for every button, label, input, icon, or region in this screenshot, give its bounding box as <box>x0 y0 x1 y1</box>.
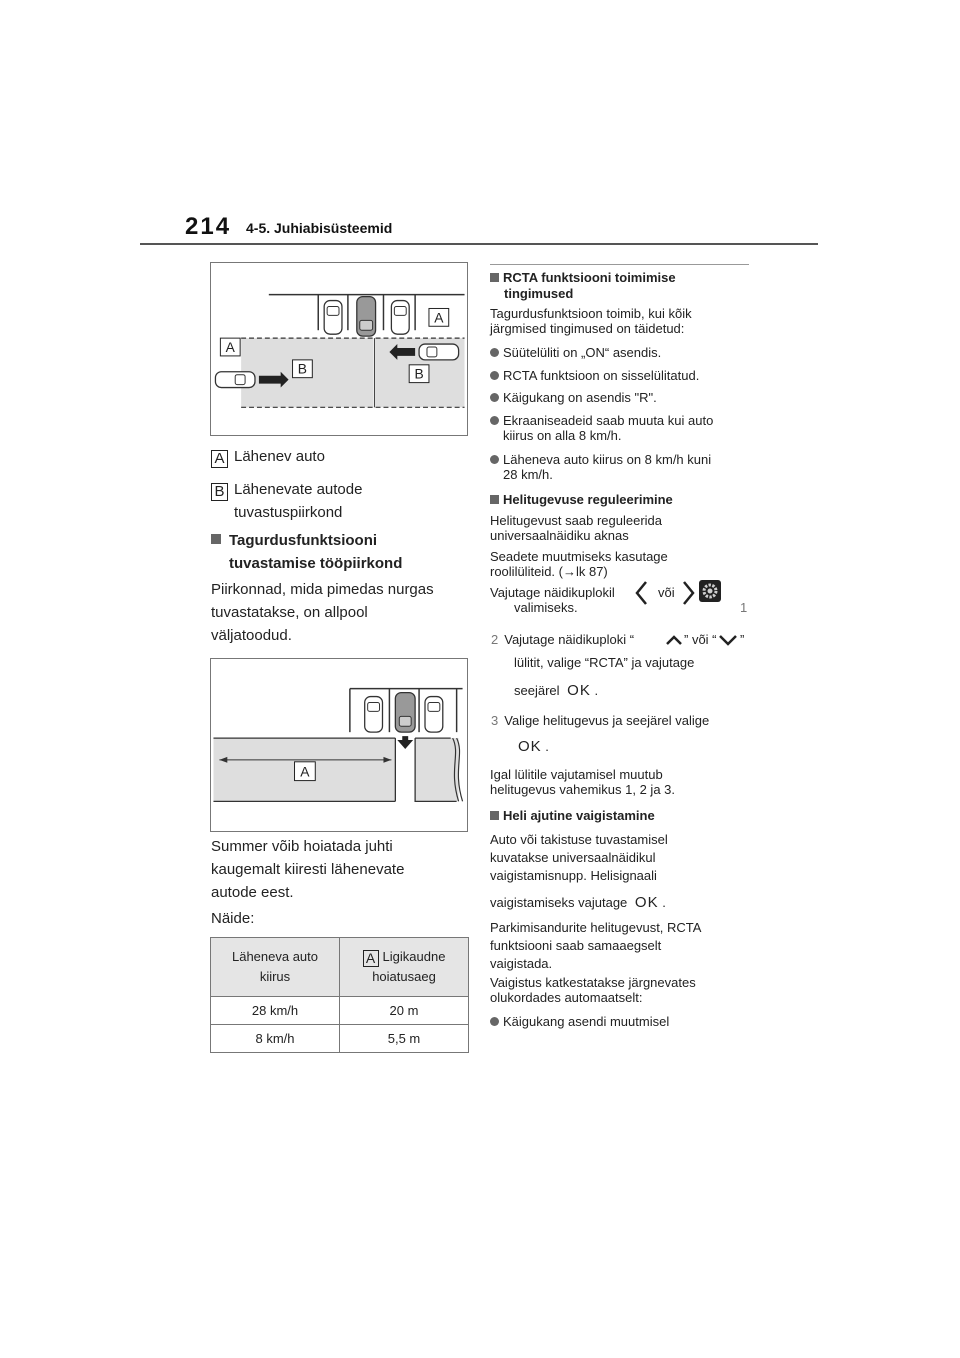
section-para-line2: tuvastatakse, on allpool <box>211 604 368 621</box>
volume-heading-text: Helitugevuse reguleerimine <box>503 492 673 507</box>
conditions-intro-line1: Tagurdusfunktsioon toimib, kui kõik <box>490 306 692 321</box>
parked-car-2b <box>425 697 443 733</box>
list-item-text: Ekraaniseadeid saab muuta kui auto <box>503 413 714 428</box>
step3 <box>491 714 709 728</box>
legend-a-letter: A <box>211 450 228 468</box>
table-cell-time: 20 m <box>340 997 469 1025</box>
conditions-intro-line2: järgmised tingimused on täidetud: <box>490 321 685 336</box>
mute-line2: kuvatakse universaalnäidikul <box>490 850 656 865</box>
section-para-line1: Piirkonnad, mida pimedas nurgas <box>211 581 434 598</box>
arrow-down-icon <box>397 736 413 749</box>
mute-heading <box>490 808 655 823</box>
list-item-text: Läheneva auto kiirus on 8 km/h kuni <box>503 452 712 467</box>
volume-line1: Helitugevust saab reguleerida <box>490 513 662 528</box>
mute-line1: Auto või takistuse tuvastamisel <box>490 832 668 847</box>
legend-b-letter: B <box>211 483 228 501</box>
table-cell-speed: 8 km/h <box>211 1025 340 1053</box>
page-number: 214 <box>185 213 232 240</box>
svg-text:A: A <box>225 338 235 355</box>
step2-number: 2 <box>491 632 499 647</box>
header-time-line1: Ligikaudne <box>382 949 446 964</box>
figure2-label-a <box>295 762 316 781</box>
step2-text-c: ” <box>740 632 745 647</box>
svg-text:B: B <box>297 360 308 377</box>
table-row <box>211 997 469 1025</box>
bullet-icon <box>490 348 499 357</box>
square-bullet-icon <box>490 495 499 504</box>
bullet-icon <box>490 1017 499 1026</box>
list-item-text: RCTA funktsioon on sisselülitatud. <box>503 368 700 383</box>
header-rule <box>140 243 818 245</box>
step3-number: 3 <box>491 713 499 728</box>
step2 <box>491 633 634 647</box>
warning-line3: autode eest. <box>211 884 294 901</box>
figure-label-a-left <box>220 338 240 356</box>
chevron-left-icon <box>634 580 650 606</box>
example-label: Näide: <box>211 910 255 927</box>
figure-label-b-left <box>293 360 313 378</box>
own-car-2 <box>395 693 415 733</box>
table-row <box>211 1025 469 1053</box>
volume-line2: universaalnäidiku aknas <box>490 528 629 543</box>
step3-text: Valige helitugevus ja seejärel valige <box>504 713 710 728</box>
legend-b-text-line2: tuvastuspiirkond <box>234 504 343 521</box>
mute-line6: funktsiooni saab samaaegselt <box>490 938 662 953</box>
approaching-car-right <box>419 344 459 360</box>
legend-a <box>211 445 325 468</box>
mute-line9: olukordades automaatselt: <box>490 990 643 1005</box>
legend-b-text-line1: Lähenevate autode <box>234 481 363 498</box>
rcta-detection-diagram <box>210 262 468 436</box>
volume-line4: roolilüliteid. (→lk 87) <box>490 564 608 579</box>
list-item-text: Süütelüliti on „ON“ asendis. <box>503 345 662 360</box>
section-para-line3: väljatoodud. <box>211 627 292 644</box>
volume-after-line2: helitugevus vahemikus 1, 2 ja 3. <box>490 782 675 797</box>
range-zone-right <box>415 738 458 801</box>
figure-label-b-right <box>409 365 429 383</box>
conditions-heading <box>490 270 676 285</box>
step2-line2: lülitit, valige “RCTA” ja vajutage <box>514 655 695 670</box>
section-title: 4-5. Juhiabisüsteemid <box>246 220 393 236</box>
figure-label-a-right <box>429 308 449 326</box>
section-heading <box>211 529 377 552</box>
own-car <box>357 297 376 337</box>
table-header-time <box>340 938 469 997</box>
warning-line1: Summer võib hoiatada juhti <box>211 838 393 855</box>
mute-heading-text: Heli ajutine vaigistamine <box>503 808 655 823</box>
volume-heading <box>490 492 673 507</box>
section-heading-line1: Tagurdusfunktsiooni <box>229 532 378 549</box>
table-cell-speed: 28 km/h <box>211 997 340 1025</box>
step2-text-b: ” või “ <box>684 632 717 647</box>
table-header-speed <box>211 938 340 997</box>
list-item-text: Käigukang asendi muutmisel <box>503 1014 670 1029</box>
parked-car-2a <box>365 697 383 733</box>
bullet-icon <box>490 371 499 380</box>
parked-car-2 <box>391 301 409 335</box>
header-speed-line1: Läheneva auto <box>231 949 319 964</box>
section-heading-line2: tuvastamise tööpiirkond <box>229 555 403 572</box>
step2-line3-text: seejärel <box>514 683 560 698</box>
mute-line5: Parkimisandurite helitugevust, RCTA <box>490 920 702 935</box>
header-time-letter: A <box>363 950 379 967</box>
detection-range-svg <box>211 659 467 831</box>
volume-line5-or: või <box>658 585 675 600</box>
list-item <box>490 346 661 360</box>
list-item <box>490 391 657 405</box>
mute-line7: vaigistada. <box>490 956 553 971</box>
table-header-row <box>211 938 469 997</box>
chevron-up-icon <box>665 634 683 646</box>
svg-text:A: A <box>434 309 444 326</box>
step1-number: 1 <box>740 600 748 615</box>
list-item-text-cont: 28 km/h. <box>503 467 553 482</box>
step2-line3: seejärel OK . <box>514 682 599 699</box>
mute-line3: vaigistamisnupp. Helisignaali <box>490 868 657 883</box>
square-bullet-icon <box>211 534 221 544</box>
header-speed-line2: kiirus <box>259 969 291 984</box>
square-bullet-icon <box>490 811 499 820</box>
list-item <box>490 1015 669 1029</box>
volume-line5: Vajutage näidikuplokil <box>490 585 615 600</box>
parked-car-1 <box>324 301 342 335</box>
bullet-icon <box>490 455 499 464</box>
step2-text-a: Vajutage näidikuploki “ <box>504 632 635 647</box>
list-item <box>490 453 711 467</box>
square-bullet-icon <box>490 273 499 282</box>
chevron-down-icon <box>718 634 738 646</box>
conditions-heading-line1: RCTA funktsiooni toimimise <box>503 270 676 285</box>
warning-time-table <box>210 937 469 1053</box>
rcta-diagram-svg <box>211 263 467 435</box>
list-item <box>490 414 713 428</box>
ok-button-icon: OK <box>567 682 591 699</box>
legend-b <box>211 478 362 501</box>
table-cell-time: 5,5 m <box>340 1025 469 1053</box>
chevron-right-icon <box>680 580 696 606</box>
mute-line8: Vaigistus katkestatakse järgnevates <box>490 975 696 990</box>
svg-text:B: B <box>414 365 424 382</box>
legend-a-text: Lähenev auto <box>234 448 325 465</box>
list-item <box>490 369 699 383</box>
list-item-text-cont: kiirus on alla 8 km/h. <box>503 428 622 443</box>
volume-line6: valimiseks. <box>514 600 578 615</box>
step3-ok: OK . <box>518 738 549 755</box>
approaching-car-left <box>215 372 255 388</box>
ok-button-icon: OK <box>634 894 659 911</box>
header-time-line2: hoiatusaeg <box>372 969 436 984</box>
bullet-icon <box>490 416 499 425</box>
bullet-icon <box>490 393 499 402</box>
warning-line2: kaugemalt kiiresti lähenevate <box>211 861 405 878</box>
detection-range-diagram <box>210 658 468 832</box>
right-column-rule <box>490 264 749 265</box>
volume-line3: Seadete muutmiseks kasutage <box>490 549 668 564</box>
svg-text:A: A <box>300 763 310 780</box>
ok-button-icon: OK <box>518 738 542 755</box>
mute-line4: vaigistamiseks vajutage OK . <box>490 894 666 911</box>
volume-after-line1: Igal lülitile vajutamisel muutub <box>490 767 663 782</box>
mute-line4-text: vaigistamiseks vajutage <box>490 895 628 910</box>
settings-gear-icon <box>699 580 721 602</box>
list-item-text: Käigukang on asendis "R". <box>503 390 657 405</box>
conditions-heading-line2: tingimused <box>504 286 574 301</box>
